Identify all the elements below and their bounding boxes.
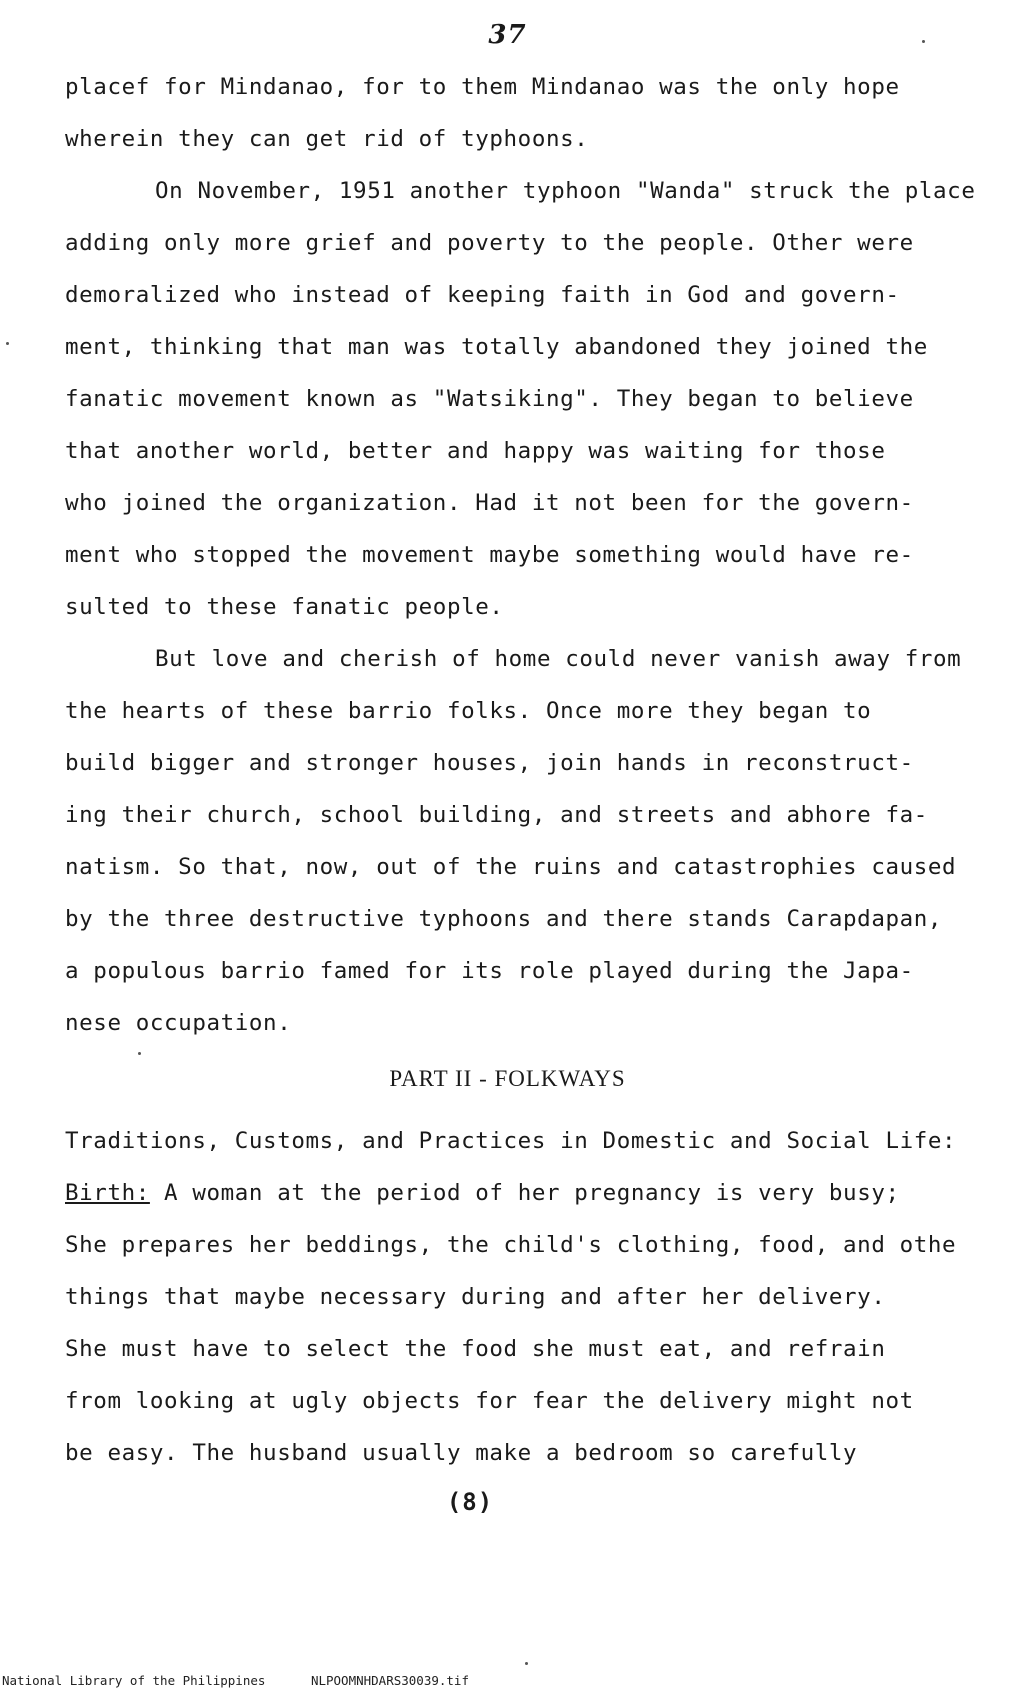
birth-label: Birth: [65, 1180, 150, 1206]
text-line: But love and cherish of home could never vanish away from [155, 646, 962, 672]
birth-text: A woman at the period of her pregnancy is very busy; [149, 1180, 900, 1206]
text-line [65, 1178, 900, 1208]
page-number: 37 [488, 20, 527, 50]
text-line: nese occupation. [65, 1010, 292, 1036]
scan-footer [2, 1673, 469, 1688]
text-line: On November, 1951 another typhoon "Wanda" struck the place [155, 178, 976, 204]
text-line: She must have to select the food she must eat, and refrain [65, 1336, 886, 1362]
text-line: by the three destructive typhoons and there stands Carapdapan, [65, 906, 943, 932]
text-line: who joined the organization. Had it not been for the govern- [65, 490, 914, 516]
text-line: wherein they can get rid of typhoons. [65, 126, 589, 152]
text-line: sulted to these fanatic people. [65, 594, 504, 620]
text-line: adding only more grief and poverty to the people. Other were [65, 230, 914, 256]
text-line: from looking at ugly objects for fear the delivery might not [65, 1388, 914, 1414]
footer-page-number: (8) [446, 1488, 494, 1516]
scan-speck [6, 342, 9, 345]
file-name: NLPOOMNHDARS30039.tif [310, 1673, 469, 1688]
text-line: Traditions, Customs, and Practices in Domestic and Social Life: [65, 1128, 957, 1154]
text-line: demoralized who instead of keeping faith in God and govern- [65, 282, 900, 308]
text-line: build bigger and stronger houses, join hands in reconstruct- [65, 750, 914, 776]
text-line: a populous barrio famed for its role played during the Japa- [65, 958, 914, 984]
text-line: placef for Mindanao, for to them Mindanao was the only hope [65, 74, 900, 100]
text-line: ment, thinking that man was totally abandoned they joined the [65, 334, 928, 360]
scan-speck [922, 40, 925, 43]
scan-speck [525, 1662, 528, 1665]
text-line: be easy. The husband usually make a bedroom so carefully [65, 1440, 858, 1466]
text-line: natism. So that, now, out of the ruins and catastrophies caused [65, 854, 957, 880]
text-line: ment who stopped the movement maybe something would have re- [65, 542, 914, 568]
text-line: things that maybe necessary during and after her delivery. [65, 1284, 886, 1310]
text-line: fanatic movement known as "Watsiking". They began to believe [65, 386, 914, 412]
text-line: ing their church, school building, and streets and abhore fa- [65, 802, 928, 828]
library-name: National Library of the Philippines [2, 1673, 266, 1688]
text-line: She prepares her beddings, the child's clothing, food, and othe [65, 1232, 957, 1258]
text-line: the hearts of these barrio folks. Once more they began to [65, 698, 872, 724]
text-line: that another world, better and happy was waiting for those [65, 438, 886, 464]
section-heading: PART II - FOLKWAYS [389, 1066, 626, 1091]
scan-speck [138, 1052, 141, 1055]
